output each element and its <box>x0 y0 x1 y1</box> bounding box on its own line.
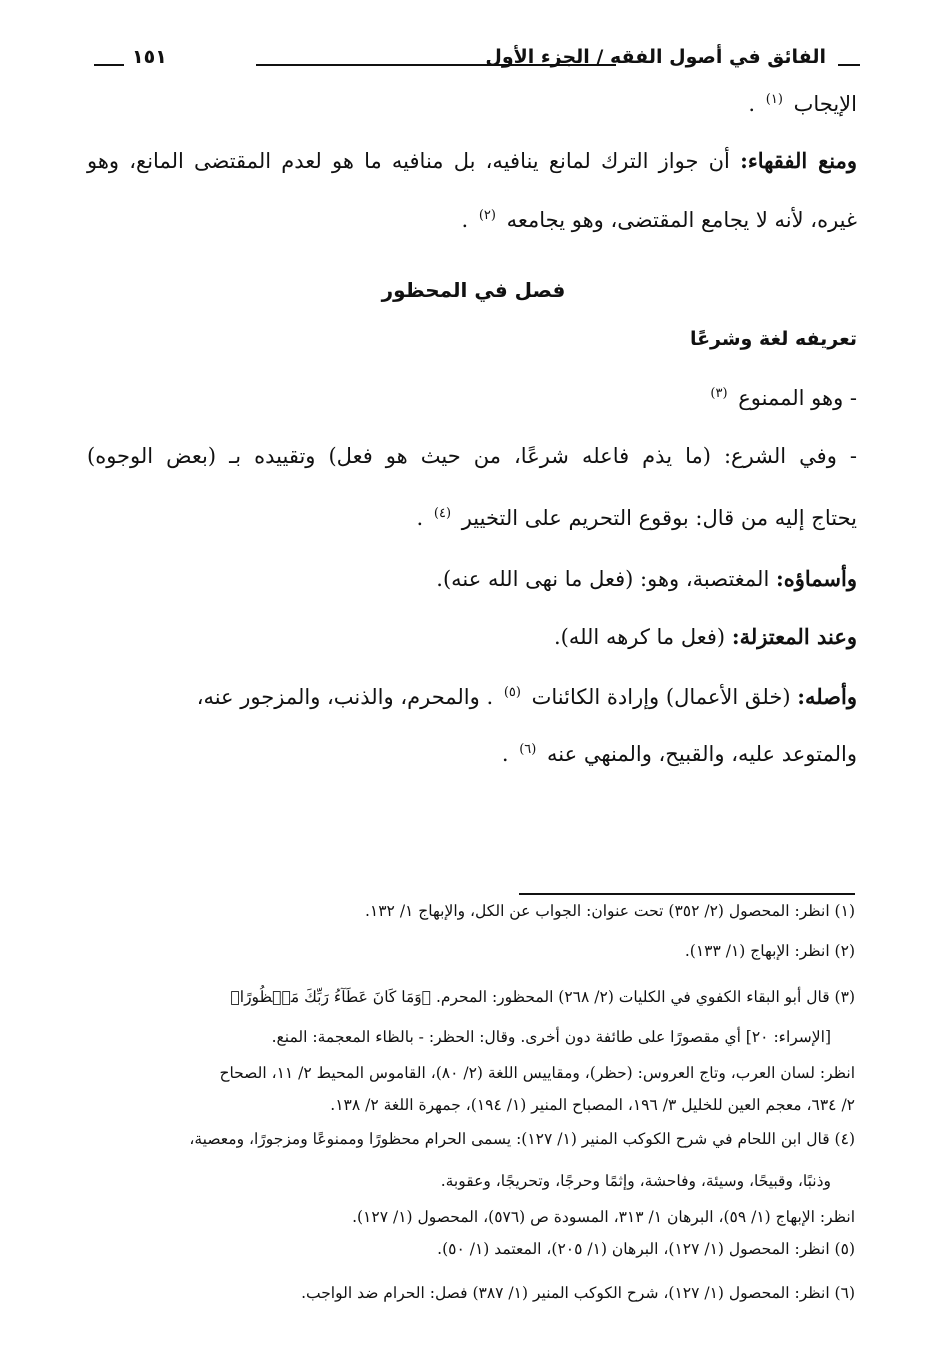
text: يحتاج إليه من قال: بوقوع التحريم على التخيير <box>461 506 857 530</box>
text-line-9 <box>87 684 857 709</box>
text-line-8 <box>87 624 857 649</box>
footnote-4-continued: وذنبًا، وقبيحًا، وسيئة، وفاحشة، وإثمًا وحرجًا، وتحريجًا، وعقوبة. <box>440 1172 831 1190</box>
footnote-ref-2: (٢) <box>478 208 496 223</box>
text: المغتصبة، وهو: (فعل ما نهى الله عنه). <box>436 567 770 591</box>
footnote-ref-4: (٤) <box>433 506 452 521</box>
text: . <box>501 742 509 766</box>
text-line-4 <box>87 386 857 410</box>
text-line-5 <box>87 444 857 468</box>
text: (خلق الأعمال) وإرادة الكائنات <box>531 685 791 709</box>
book-title: الفائق في أصول الفقه / الجزء الأول <box>485 46 826 68</box>
lead-phrase: وأصله: <box>797 684 857 709</box>
text-line-10 <box>87 742 857 766</box>
header-rule-right <box>838 64 860 66</box>
footnote-ref-6: (٦) <box>519 742 537 757</box>
footnote-ref-5: (٥) <box>503 685 521 700</box>
text-line-6 <box>87 506 857 530</box>
text: . <box>748 92 756 116</box>
footnote-4: (٤) قال ابن اللحام في شرح الكوكب المنير (١/ ١٢٧): يسمى الحرام محظورًا وممنوعًا ومزجورًا، ومعصية، <box>189 1130 855 1148</box>
text: - وهو الممنوع <box>738 386 857 410</box>
text: والمتوعد عليه، والقبيح، والمنهي عنه <box>547 742 857 766</box>
header-rule-left <box>94 64 124 66</box>
footnote-6: (٦) انظر: المحصول (١/ ١٢٧)، شرح الكوكب المنير (١/ ٣٨٧) فصل: الحرام ضد الواجب. <box>301 1284 855 1302</box>
footnote-2: (٢) انظر: الإبهاج (١/ ١٣٣). <box>684 942 855 960</box>
section-heading: فصل في المحظور <box>381 278 566 302</box>
text: أن جواز الترك لمانع ينافيه، بل منافيه ما هو لعدم المقتضى المانع، وهو <box>87 149 730 173</box>
text: . <box>416 506 424 530</box>
footnote-5: (٥) انظر: المحصول (١/ ١٢٧)، البرهان (١/ ٢٠٥)، المعتمد (١/ ٥٠). <box>437 1240 855 1258</box>
text: - وفي الشرع: (ما يذم فاعله شرعًا، من حيث هو فعل) وتقييده بـ (بعض الوجوه) <box>87 444 857 468</box>
text: . <box>461 208 469 232</box>
page-number: ١٥١ <box>132 46 167 68</box>
text: غيره، لأنه لا يجامع المقتضى، وهو يجامعه <box>506 208 857 232</box>
lead-phrase: ومنع الفقهاء: <box>740 148 857 173</box>
footnote-3-continued: [الإسراء: ٢٠] أي مقصورًا على طائفة دون أخرى. وقال: الحظر: - بالظاء المعجمة: المنع. <box>271 1028 831 1046</box>
text: (فعل ما كرهه الله). <box>553 625 726 649</box>
footnote-1: (١) انظر: المحصول (٢/ ٣٥٢) تحت عنوان: الجواب عن الكل، والإبهاج ١/ ١٣٢. <box>364 902 855 920</box>
text-line-7 <box>87 566 857 591</box>
footnote-3: (٣) قال أبو البقاء الكفوي في الكليات (٢/ ٢٦٨) المحظور: المحرم. ﴿وَمَا كَانَ عَطَآءُ رَبِّكَ مَحۡظُورًا﴾ <box>230 988 855 1006</box>
lead-phrase: وأسماؤه: <box>775 566 857 591</box>
text-line-2 <box>87 148 857 173</box>
text: الإيجاب <box>793 92 857 116</box>
subheading: تعريفه لغة وشرعًا <box>689 328 857 350</box>
text: . والمحرم، والذنب، والمزجور عنه، <box>196 685 494 709</box>
footnote-ref-1: (١) <box>765 92 783 107</box>
text-line-1 <box>87 92 857 116</box>
footnote-separator <box>519 893 855 895</box>
text-line-3 <box>87 208 857 232</box>
running-header <box>88 40 860 80</box>
lead-phrase: وعند المعتزلة: <box>731 624 857 649</box>
footnote-4-sources: انظر: الإبهاج (١/ ٥٩)، البرهان ١/ ٣١٣، المسودة ص (٥٧٦)، المحصول (١/ ١٢٧). <box>352 1208 855 1226</box>
footnote-3-sources: انظر: لسان العرب، وتاج العروس: (حظر)، ومقاييس اللغة (٢/ ٨٠)، القاموس المحيط ٢/ ١١، الصحاح <box>219 1064 855 1082</box>
footnote-3-sources-cont: ٢/ ٦٣٤، معجم العين للخليل ٣/ ١٩٦، المصباح المنير (١/ ١٩٤)، جمهرة اللغة ٢/ ١٣٨. <box>330 1096 855 1114</box>
footnote-ref-3: (٣) <box>710 386 728 401</box>
